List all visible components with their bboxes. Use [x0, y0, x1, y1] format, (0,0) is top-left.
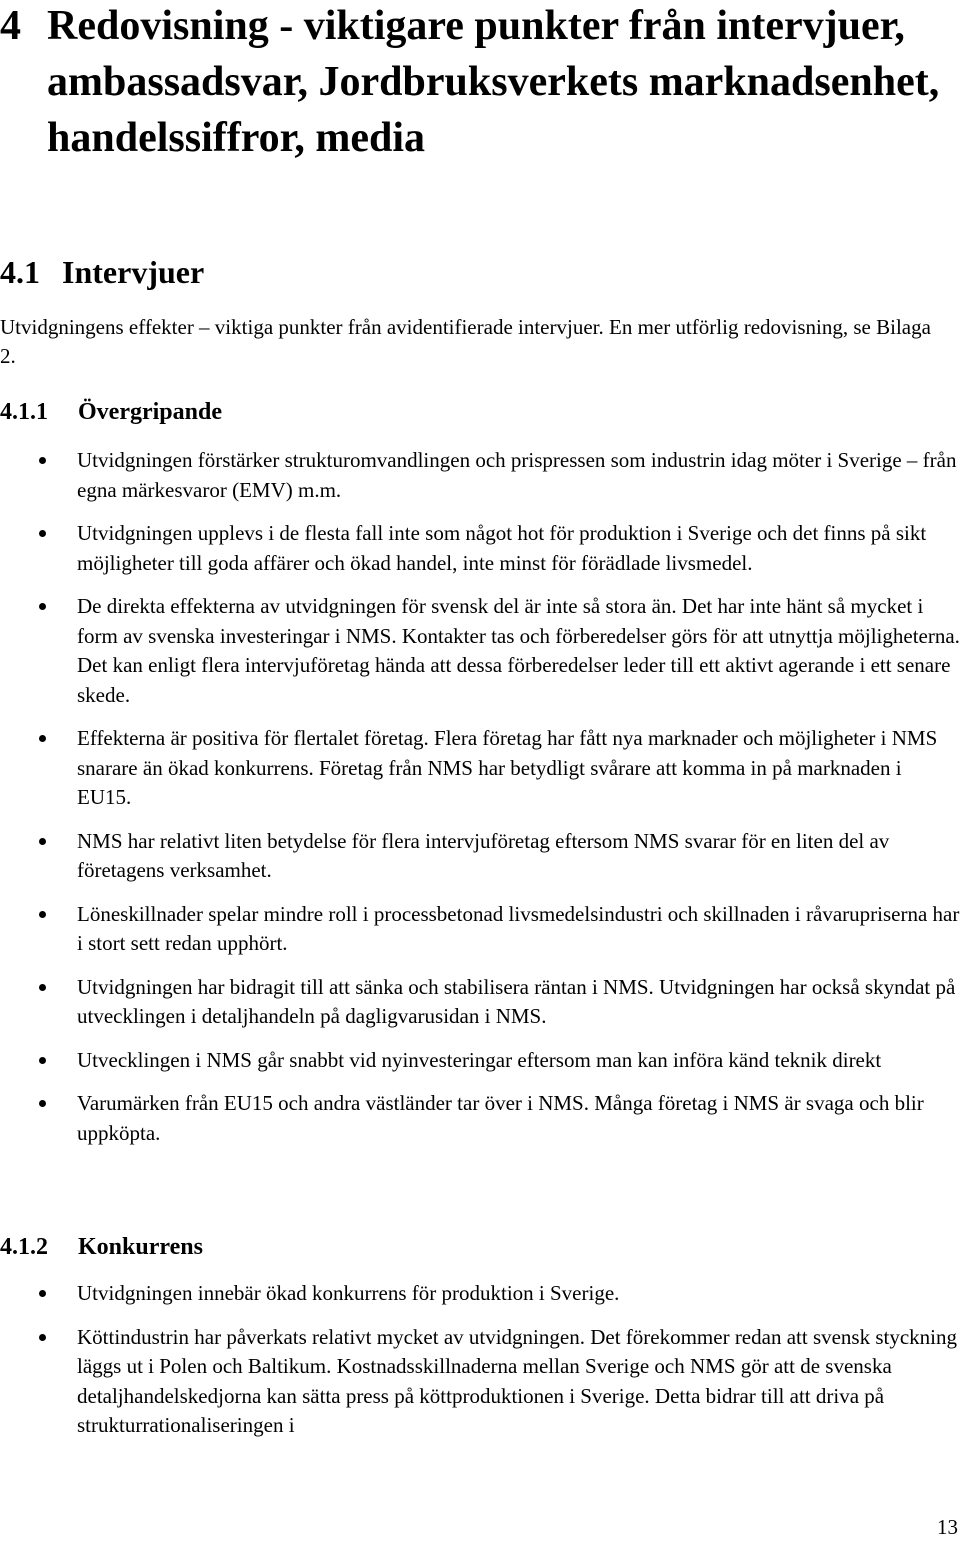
bullet-list-konkurrens [0, 1279, 960, 1455]
list-item [0, 519, 960, 578]
bullet-icon [39, 838, 46, 845]
section-title: Intervjuer [62, 254, 205, 290]
bullet-icon [39, 1334, 46, 1341]
bullet-icon [39, 1100, 46, 1107]
chapter-title: Redovisning - viktigare punkter från intervjuer, ambassadsvar, Jordbruksverkets marknadsenhet, handelssiffror, media [47, 3, 940, 161]
section-intro: Utvidgningens effekter – viktiga punkter från avidentifierade intervjuer. En mer utförlig redovisning, se Bilaga 2. [0, 315, 931, 368]
list-item [0, 973, 960, 1032]
bullet-icon [39, 911, 46, 918]
bullet-icon [39, 530, 46, 537]
section-heading [0, 252, 204, 292]
list-item-text: De direkta effekterna av utvidgningen för svensk del är inte så stora än. Det har inte hänt så mycket i form av svenska investeringar i NMS. Kontakter tas och förberedelser görs för att utnyttja möjligheterna. Det kan enligt flera intervjuföretag hända att dessa förberedelser leder till ett aktivt agerande i ett senare skede. [77, 594, 960, 707]
subsection-number: 4.1.2 [0, 1234, 48, 1260]
subsection-title: Konkurrens [78, 1234, 203, 1260]
bullet-icon [39, 1290, 46, 1297]
subsection-number: 4.1.1 [0, 399, 48, 425]
list-item [0, 724, 960, 813]
page-number: 13 [937, 1515, 958, 1539]
list-item [0, 1323, 960, 1441]
list-item-text: Varumärken från EU15 och andra västländer tar över i NMS. Många företag i NMS är svaga och blir uppköpta. [77, 1091, 924, 1145]
bullet-list-overgripande [0, 446, 960, 1162]
bullet-icon [39, 603, 46, 610]
bullet-icon [39, 984, 46, 991]
list-item [0, 1279, 960, 1309]
list-item-text: Utvecklingen i NMS går snabbt vid nyinvesteringar eftersom man kan införa känd teknik direkt [77, 1047, 882, 1072]
list-item [0, 1089, 960, 1148]
list-item [0, 827, 960, 886]
bullet-icon [39, 735, 46, 742]
bullet-icon [39, 1057, 46, 1064]
list-item [0, 446, 960, 505]
chapter-heading [0, 0, 940, 166]
subsection-title: Övergripande [78, 399, 222, 425]
list-item-text: NMS har relativt liten betydelse för flera intervjuföretag eftersom NMS svarar för en liten del av företagens verksamhet. [77, 828, 890, 882]
list-item-text: Köttindustrin har påverkats relativt mycket av utvidgningen. Det förekommer redan att svensk styckning läggs ut i Polen och Baltikum. Kostnadsskillnaderna mellan Sverige och NMS gör att de svenska detaljhandelskedjorna kan sätta press på köttproduktionen i Sverige. Detta bidrar till att driva på strukturrationaliseringen i [77, 1324, 958, 1437]
chapter-number: 4 [0, 3, 21, 49]
list-item [0, 1046, 960, 1076]
section-number: 4.1 [0, 254, 40, 290]
list-item-text: Utvidgningen förstärker strukturomvandlingen och prispressen som industrin idag möter i Sverige – från egna märkesvaror (EMV) m.m. [77, 448, 957, 502]
subsection-heading-overgripande [0, 396, 222, 428]
list-item [0, 592, 960, 710]
subsection-heading-konkurrens [0, 1231, 203, 1263]
list-item-text: Löneskillnader spelar mindre roll i processbetonad livsmedelsindustri och skillnaden i råvarupriserna har i stort sett redan upphört. [77, 901, 960, 955]
list-item-text: Utvidgningen upplevs i de flesta fall inte som något hot för produktion i Sverige och det finns på sikt möjligheter till goda affärer och ökad handel, inte minst för förädlade livsmedel. [77, 521, 927, 575]
bullet-icon [39, 457, 46, 464]
list-item [0, 900, 960, 959]
list-item-text: Effekterna är positiva för flertalet företag. Flera företag har fått nya marknader och möjligheter i NMS snarare än ökad konkurrens. Företag från NMS har betydligt svårare att komma in på marknaden i EU15. [77, 726, 938, 809]
list-item-text: Utvidgningen har bidragit till att sänka och stabilisera räntan i NMS. Utvidgningen har också skyndat på utvecklingen i detaljhandeln på dagligvarusidan i NMS. [77, 974, 956, 1028]
list-item-text: Utvidgningen innebär ökad konkurrens för produktion i Sverige. [77, 1281, 620, 1305]
